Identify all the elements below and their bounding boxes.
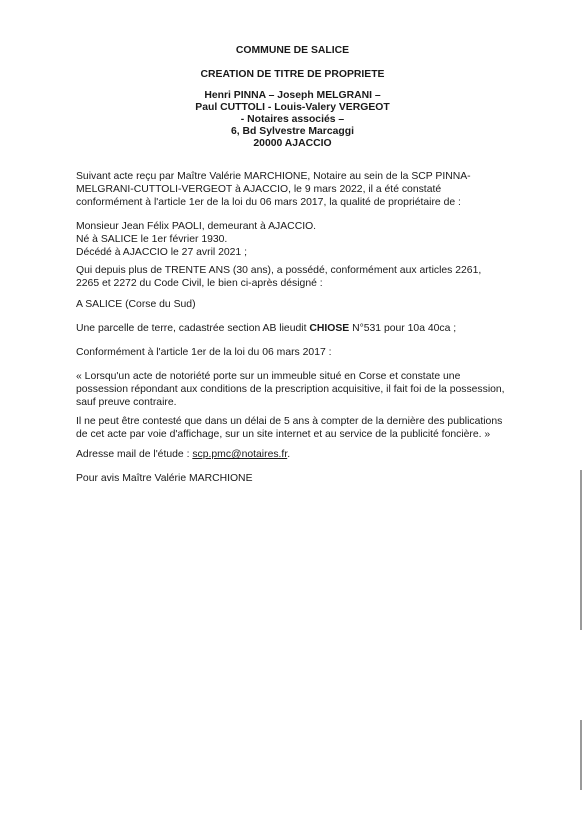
notaries-line-1: Henri PINNA – Joseph MELGRANI – bbox=[204, 90, 381, 101]
contest-line-1: Il ne peut être contesté que dans un délai de 5 ans à compter de la dernière des publications bbox=[76, 416, 503, 427]
conformity-text: Conformément à l'article 1er de la loi du 06 mars 2017 : bbox=[76, 347, 332, 358]
email-trailing: . bbox=[287, 449, 291, 460]
location-text: A SALICE (Corse du Sud) bbox=[76, 299, 196, 310]
address-line-1: 6, Bd Sylvestre Marcaggi bbox=[230, 126, 354, 137]
location-paragraph bbox=[76, 298, 516, 311]
signature-paragraph bbox=[76, 472, 516, 485]
email-paragraph bbox=[76, 448, 516, 461]
commune-heading: COMMUNE DE SALICE bbox=[235, 45, 350, 56]
parcel-lieudit: CHIOSE bbox=[309, 323, 350, 334]
owner-line-3: Décédé à AJACCIO le 27 avril 2021 ; bbox=[76, 247, 247, 258]
possession-line-1: Qui depuis plus de TRENTE ANS (30 ans), a possédé, conformément aux articles 2261, bbox=[76, 265, 482, 276]
possession-line-2: 2265 et 2272 du Code Civil, le bien ci-après désigné : bbox=[76, 278, 323, 289]
possession-paragraph bbox=[76, 264, 516, 290]
intro-paragraph bbox=[76, 170, 516, 209]
document-title: CREATION DE TITRE DE PROPRIETE bbox=[200, 69, 385, 80]
parcel-text-before: Une parcelle de terre, cadastrée section AB lieudit bbox=[76, 323, 310, 334]
parcel-text bbox=[76, 322, 516, 335]
quote-paragraph bbox=[76, 370, 516, 409]
notaries-line-3: - Notaires associés – bbox=[240, 114, 345, 125]
notary-block bbox=[0, 90, 585, 150]
address-line-2: 20000 AJACCIO bbox=[253, 138, 332, 149]
intro-line-3: conformément à l'article 1er de la loi du 06 mars 2017, la qualité de propriétaire de : bbox=[76, 197, 461, 208]
email-label: Adresse mail de l'étude : bbox=[76, 449, 193, 460]
owner-line-2: Né à SALICE le 1er février 1930. bbox=[76, 234, 228, 245]
notaries-line-2: Paul CUTTOLI - Louis-Valery VERGEOT bbox=[195, 102, 390, 113]
owner-paragraph bbox=[76, 220, 516, 259]
parcel-text-after: N°531 pour 10a 40ca ; bbox=[349, 323, 457, 334]
quote-line-1: « Lorsqu'un acte de notoriété porte sur un immeuble situé en Corse et constate une bbox=[76, 371, 461, 382]
scan-edge-mark-lower bbox=[580, 720, 582, 790]
conformity-paragraph bbox=[76, 346, 516, 359]
signature-text: Pour avis Maître Valérie MARCHIONE bbox=[76, 473, 253, 484]
contest-line-2: de cet acte par voie d'affichage, sur un site internet et au service de la publicité foncière. » bbox=[76, 429, 491, 440]
quote-line-3: sauf preuve contraire. bbox=[76, 397, 177, 408]
intro-line-2: MELGRANI-CUTTOLI-VERGEOT à AJACCIO, le 9 mars 2022, il a été constaté bbox=[76, 184, 442, 195]
owner-line-1: Monsieur Jean Félix PAOLI, demeurant à AJACCIO. bbox=[76, 221, 317, 232]
contest-paragraph bbox=[76, 415, 516, 441]
email-line bbox=[76, 448, 516, 461]
intro-line-1: Suivant acte reçu par Maître Valérie MARCHIONE, Notaire au sein de la SCP PINNA- bbox=[76, 171, 471, 182]
email-link[interactable]: scp.pmc@notaires.fr bbox=[192, 449, 288, 460]
quote-line-2: possession répondant aux conditions de la prescription acquisitive, il fait foi de la possession, bbox=[76, 384, 505, 395]
parcel-paragraph bbox=[76, 322, 516, 335]
scan-edge-mark bbox=[580, 470, 582, 630]
